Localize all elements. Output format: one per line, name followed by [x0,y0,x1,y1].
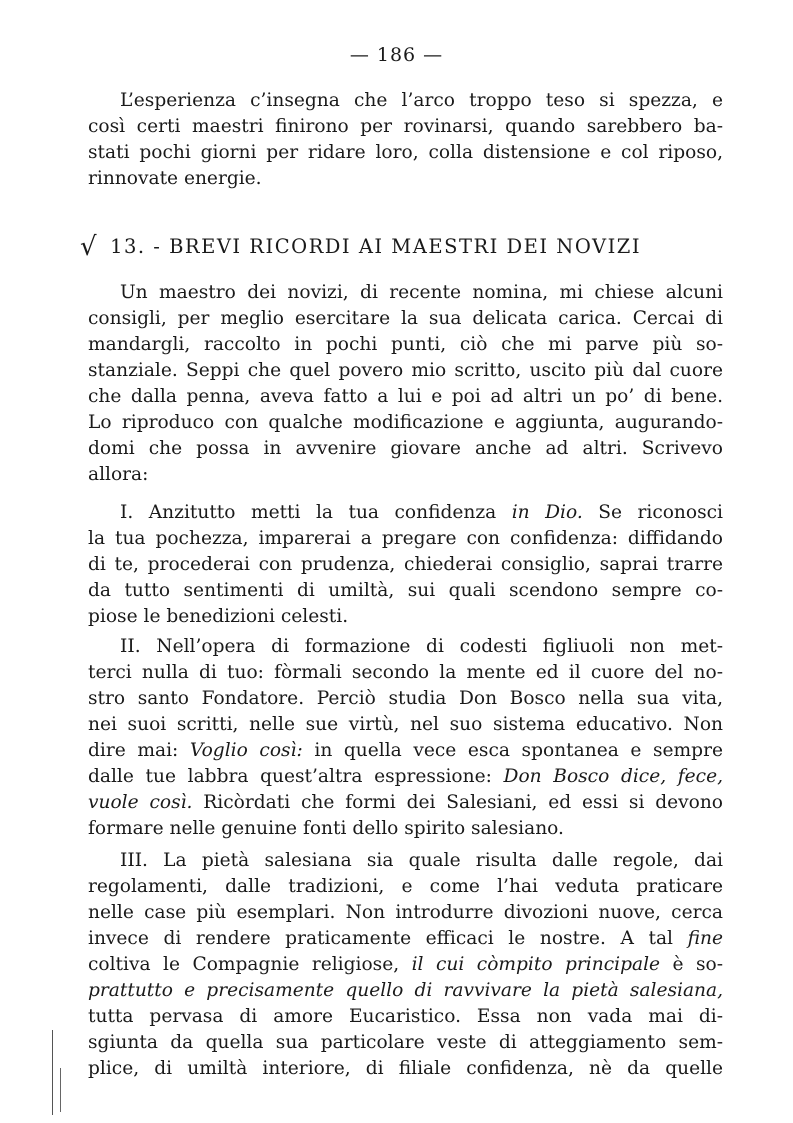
text-line: allora: [88,464,149,485]
text-line: consigli, per meglio esercitare la sua delicata carica. Cercai di [88,308,723,329]
point-two [88,634,723,842]
text-line: così certi maestri finirono per rovinarsi, quando sarebbero ba- [88,116,723,137]
text-line: regolamenti, dalle tradizioni, e come l’hai veduta praticare [88,876,723,897]
margin-pencil-mark [60,1068,63,1112]
text-line: di te, procederai con prudenza, chiederai consiglio, saprai trarre [88,554,723,575]
emphasis-text: il cui còmpito principale [411,954,661,975]
margin-pencil-mark [52,1030,56,1115]
text-line: che dalla penna, aveva fatto a lui e poi ad altri un po’ di bene. [88,386,723,407]
text-line [88,500,723,526]
text-line [88,738,723,764]
text-run: coltiva le Compagnie religiose, [88,954,412,975]
text-run: dire mai: [88,740,190,761]
text-line: nei suoi scritti, nelle sue virtù, nel suo sistema educativo. Non [88,714,723,735]
text-line: rinnovate energie. [88,168,262,189]
text-line: stati pochi giorni per ridare loro, colla distensione e col riposo, [88,142,723,163]
emphasis-text: prattutto e precisamente quello di ravvivare la pietà salesiana, [88,980,723,1001]
text-line: mandargli, raccolto in pochi punti, ciò che mi parve più so- [88,334,723,355]
text-run: invece di rendere praticamente efficaci le nostre. A tal [88,928,688,949]
text-run: Se riconosci [582,502,724,523]
text-line: sgiunta da quella sua particolare veste di atteggiamento sem- [88,1032,723,1053]
text-line: Lo riproduco con qualche modificazione e aggiunta, augurando- [88,412,723,433]
text-line: da tutto sentimenti di umiltà, sui quali scendono sempre co- [88,580,723,601]
emphasis-text: Voglio così: [189,740,303,761]
emphasis-text: vuole così. [88,792,193,813]
text-line [88,790,723,816]
text-line: stro santo Fondatore. Perciò studia Don Bosco nella sua vita, [88,688,723,709]
text-line [88,952,723,978]
text-run: I. Anzitutto metti la tua confidenza [120,502,512,523]
text-run: dalle tue labbra quest’altra espressione: [88,766,504,787]
text-line: la tua pochezza, imparerai a pregare con confidenza: diffidando [88,528,723,549]
text-line: III. La pietà salesiana sia quale risulta dalle regole, dai [120,850,723,871]
page-number: — 186 — [349,44,444,66]
text-line: tutta pervasa di amore Eucaristico. Essa non vada mai di- [88,1006,723,1027]
emphasis-text: in Dio. [511,502,583,523]
intro-paragraph [88,88,723,192]
point-three [88,848,723,1082]
text-run: è so- [660,954,724,975]
text-run: Ricòrdati che formi dei Salesiani, ed essi si devono [192,792,723,813]
text-line [88,926,723,952]
text-line: Un maestro dei novizi, di recente nomina, mi chiese alcuni [120,282,723,303]
text-line: formare nelle genuine fonti dello spirito salesiano. [88,818,564,839]
text-line: L’esperienza c’insegna che l’arco troppo teso si spezza, e [120,90,723,111]
emphasis-text: fine [687,928,723,949]
text-line: stanziale. Seppi che quel povero mio scritto, uscito più dal cuore [88,360,723,381]
text-line: domi che possa in avvenire giovare anche ad altri. Scrivevo [88,438,723,459]
text-run: in quella vece esca spontanea e sempre [302,740,723,761]
text-line [88,978,723,1004]
section-heading [80,232,730,262]
check-mark-icon: √ [80,232,99,262]
point-one [88,500,723,630]
text-line: plice, di umiltà interiore, di filiale confidenza, nè da quelle [88,1058,723,1079]
emphasis-text: Don Bosco dice, fece, [503,766,723,787]
text-line: II. Nell’opera di formazione di codesti figliuoli non met- [120,636,723,657]
text-line: nelle case più esemplari. Non introdurre divozioni nuove, cerca [88,902,723,923]
text-line: piose le benedizioni celesti. [88,606,349,627]
text-line [88,764,723,790]
paragraph-intro-novizi [88,280,723,488]
section-title: 13. - BREVI RICORDI AI MAESTRI DEI NOVIZI [110,235,642,258]
text-line: terci nulla di tuo: fòrmali secondo la mente ed il cuore del no- [88,662,723,683]
